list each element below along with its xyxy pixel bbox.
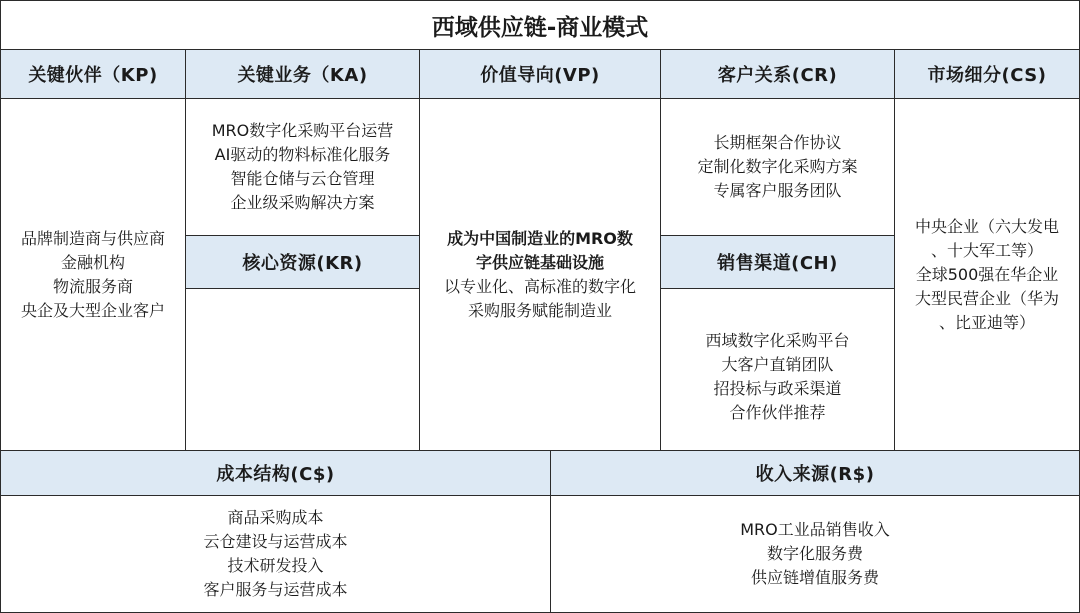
revenue-streams-item: MRO工业品销售收入 xyxy=(740,520,890,539)
header-channels xyxy=(660,235,895,289)
cost-structure-content xyxy=(0,495,551,613)
key-partners-item: 央企及大型企业客户 xyxy=(20,300,165,320)
key-activities-item: 智能仓储与云仓管理 xyxy=(230,169,375,188)
header-cost-structure xyxy=(0,450,551,496)
key-partners-content xyxy=(0,98,186,451)
header-key-activities xyxy=(185,49,420,99)
value-proposition-content xyxy=(419,98,661,451)
header-key-resources-label: 核心资源(KR) xyxy=(242,253,363,274)
header-value-proposition xyxy=(419,49,661,99)
revenue-streams-item: 数字化服务费 xyxy=(766,544,863,563)
value-proposition-headline: 字供应链基础设施 xyxy=(475,252,604,272)
header-key-activities-label: 关键业务（KA) xyxy=(237,65,368,86)
value-proposition-subtext: 以专业化、高标准的数字化 xyxy=(443,276,636,296)
key-activities-content xyxy=(185,98,420,236)
channels-item: 大客户直销团队 xyxy=(721,354,834,374)
cost-structure-item: 商品采购成本 xyxy=(227,508,324,527)
customer-segments-content xyxy=(894,98,1080,451)
key-activities-item: 企业级采购解决方案 xyxy=(230,193,375,212)
header-customer-relationships-label: 客户关系(CR) xyxy=(717,65,838,86)
channels-item: 西域数字化采购平台 xyxy=(705,330,850,350)
cost-structure-item: 客户服务与运营成本 xyxy=(203,580,348,599)
channels-item: 合作伙伴推荐 xyxy=(729,402,826,422)
cost-structure-item: 云仓建设与运营成本 xyxy=(203,532,348,551)
header-cost-structure-label: 成本结构(C$) xyxy=(216,464,335,485)
header-revenue-streams xyxy=(550,450,1080,496)
value-proposition-headline: 成为中国制造业的MRO数 xyxy=(447,228,633,248)
customer-segments-item: 中央企业（六大发电 xyxy=(914,216,1059,236)
revenue-streams-content xyxy=(550,495,1080,613)
channels-item: 招投标与政采渠道 xyxy=(713,378,842,398)
header-revenue-streams-label: 收入来源(R$) xyxy=(755,464,875,485)
key-activities-item: AI驱动的物料标准化服务 xyxy=(214,145,391,164)
header-customer-segments-label: 市场细分(CS) xyxy=(927,65,1047,86)
key-partners-item: 品牌制造商与供应商 xyxy=(20,228,165,248)
customer-relationships-content xyxy=(660,98,895,236)
key-resources-content xyxy=(185,288,420,451)
customer-relationships-item: 定制化数字化采购方案 xyxy=(697,157,858,176)
channels-content xyxy=(660,288,895,451)
key-activities-item: MRO数字化采购平台运营 xyxy=(211,121,394,140)
customer-relationships-item: 专属客户服务团队 xyxy=(713,181,842,200)
header-channels-label: 销售渠道(CH) xyxy=(717,253,838,274)
header-value-proposition-label: 价值导向(VP) xyxy=(480,65,600,86)
header-key-resources xyxy=(185,235,420,289)
value-proposition-subtext: 采购服务赋能制造业 xyxy=(467,300,612,320)
header-key-partners xyxy=(0,49,186,99)
cost-structure-item: 技术研发投入 xyxy=(227,556,324,575)
customer-relationships-item: 长期框架合作协议 xyxy=(713,133,842,152)
revenue-streams-item: 供应链增值服务费 xyxy=(750,568,879,587)
customer-segments-item: 、比亚迪等） xyxy=(938,312,1035,332)
customer-segments-item: 、十大军工等） xyxy=(930,240,1043,260)
key-partners-item: 物流服务商 xyxy=(52,276,133,296)
customer-segments-item: 全球500强在华企业 xyxy=(915,264,1059,284)
page-title xyxy=(0,0,1080,50)
customer-segments-item: 大型民营企业（华为 xyxy=(914,288,1059,308)
header-customer-segments xyxy=(894,49,1080,99)
page-title-text: 西域供应链-商业模式 xyxy=(431,14,649,41)
header-key-partners-label: 关键伙伴（KP) xyxy=(28,65,158,86)
header-customer-relationships xyxy=(660,49,895,99)
key-partners-item: 金融机构 xyxy=(60,252,125,272)
